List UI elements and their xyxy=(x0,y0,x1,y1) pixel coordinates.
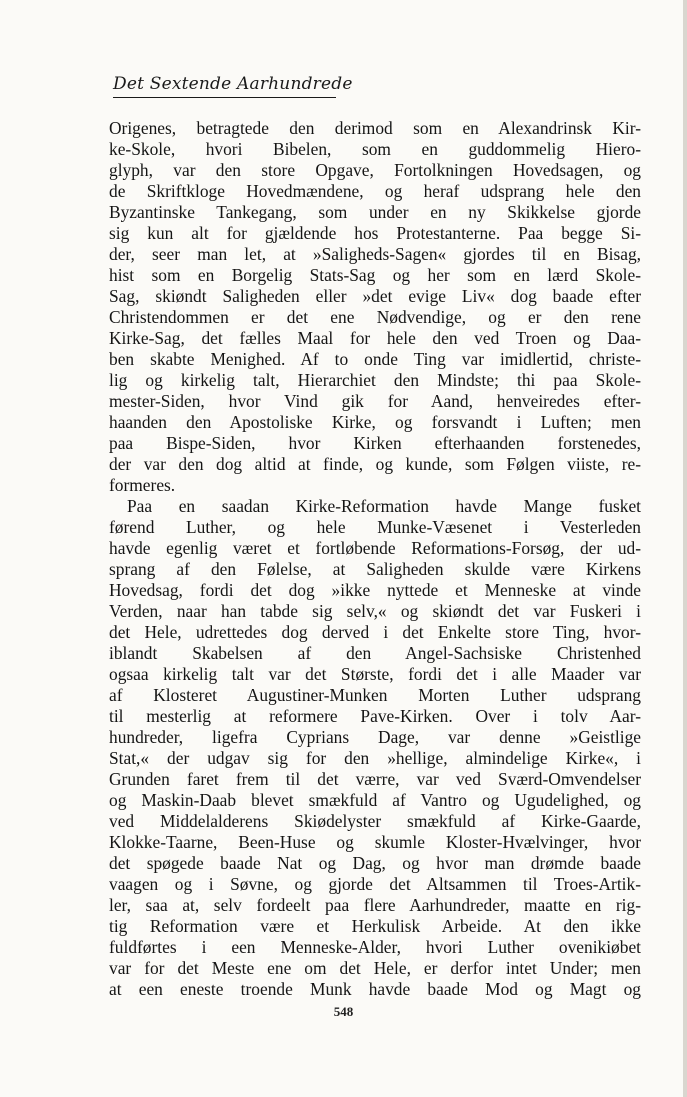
text-line: ke-Skole, hvori Bibelen, som en guddommelig Hiero- xyxy=(109,139,641,159)
body-text xyxy=(109,118,641,1000)
text-line: hist som en Borgelig Stats-Sag og her som en lærd Skole- xyxy=(109,265,641,285)
text-line: af Klosteret Augustiner-Munken Morten Luther udsprang xyxy=(109,685,641,705)
page-number: 548 xyxy=(333,1004,354,1019)
text-line: havde egenlig været et fortløbende Reformations-Forsøg, der ud- xyxy=(109,538,641,558)
text-line: og Maskin-Daab blevet smækfuld af Vantro og Ugudelighed, og xyxy=(109,790,641,810)
text-line: der, seer man let, at »Saligheds-Sagen« gjordes til en Bisag, xyxy=(109,244,641,264)
text-line: ved Middelalderens Skiødelyster smækfuld af Kirke-Gaarde, xyxy=(109,811,641,831)
text-line: det Hele, udrettedes dog derved i det Enkelte store Ting, hvor- xyxy=(109,622,641,642)
text-line: Grunden faret frem til det værre, var ved Sværd-Omvendelser xyxy=(109,769,641,789)
text-line: paa Bispe-Siden, hvor Kirken efterhaanden forstenedes, xyxy=(109,433,641,453)
text-line: det spøgede baade Nat og Dag, og hvor man drømde baade xyxy=(109,853,641,873)
text-line: Verden, naar han tabde sig selv,« og skiøndt det var Fuskeri i xyxy=(109,601,641,621)
text-line: Stat,« der udgav sig for den »hellige, almindelige Kirke«, i xyxy=(109,748,641,768)
text-line: Christendommen er det ene Nødvendige, og er den rene xyxy=(109,307,641,327)
text-line: ler, saa at, selv fordeelt paa flere Aarhundreder, maatte en rig- xyxy=(109,895,641,915)
text-line: sig kun alt for gjældende hos Protestanterne. Paa begge Si- xyxy=(109,223,641,243)
text-line: de Skriftkloge Hovedmændene, og heraf udsprang hele den xyxy=(109,181,641,201)
text-line: sprang af den Følelse, at Saligheden skulde være Kirkens xyxy=(109,559,641,579)
text-line: mester-Siden, hvor Vind gik for Aand, henveiredes efter- xyxy=(109,391,641,411)
text-line: der var den dog altid at finde, og kunde, som Følgen viiste, re- xyxy=(109,454,641,474)
text-line: hundreder, ligefra Cyprians Dage, var denne »Geistlige xyxy=(109,727,641,747)
text-line: fuldførtes i een Menneske-Alder, hvori Luther ovenikiøbet xyxy=(109,937,641,957)
text-line: Hovedsag, fordi det dog »ikke nyttede et Menneske at vinde xyxy=(109,580,641,600)
text-line: vaagen og i Søvne, og gjorde det Altsammen til Troes-Artik- xyxy=(109,874,641,894)
text-line: førend Luther, og hele Munke-Væsenet i Vesterleden xyxy=(109,517,641,537)
text-line: formeres. xyxy=(109,475,176,495)
text-line: iblandt Skabelsen af den Angel-Sachsiske Christenhed xyxy=(109,643,641,663)
text-line: lig og kirkelig talt, Hierarchiet den Mindste; thi paa Skole- xyxy=(109,370,641,390)
text-line: haanden den Apostoliske Kirke, og forsvandt i Luften; men xyxy=(109,412,641,432)
text-line: Kirke-Sag, det fælles Maal for hele den ved Troen og Daa- xyxy=(109,328,641,348)
running-title: Det Sextende Aarhundrede xyxy=(113,74,353,94)
text-line: til mesterlig at reformere Pave-Kirken. Over i tolv Aar- xyxy=(109,706,641,726)
running-title-underline xyxy=(113,97,336,98)
text-line: at een eneste troende Munk havde baade Mod og Magt og xyxy=(109,979,641,999)
text-line: ogsaa kirkelig talt var det Største, fordi det i alle Maader var xyxy=(109,664,641,684)
text-line: Klokke-Taarne, Been-Huse og skumle Kloster-Hvælvinger, hvor xyxy=(109,832,641,852)
text-line: glyph, var den store Opgave, Fortolkningen Hovedsagen, og xyxy=(109,160,641,180)
text-line: Paa en saadan Kirke-Reformation havde Mange fusket xyxy=(127,496,641,516)
text-line: Sag, skiøndt Saligheden eller »det evige Liv« dog baade efter xyxy=(109,286,641,306)
text-line: tig Reformation være et Herkulisk Arbeide. At den ikke xyxy=(109,916,641,936)
text-line: ben skabte Menighed. Af to onde Ting var imidlertid, christe- xyxy=(109,349,641,369)
text-line: Origenes, betragtede den derimod som en Alexandrinsk Kir- xyxy=(109,118,641,138)
text-line: Byzantinske Tankegang, som under en ny Skikkelse gjorde xyxy=(109,202,641,222)
page-edge xyxy=(683,0,687,1097)
text-line: var for det Meste ene om det Hele, er derfor intet Under; men xyxy=(109,958,641,978)
